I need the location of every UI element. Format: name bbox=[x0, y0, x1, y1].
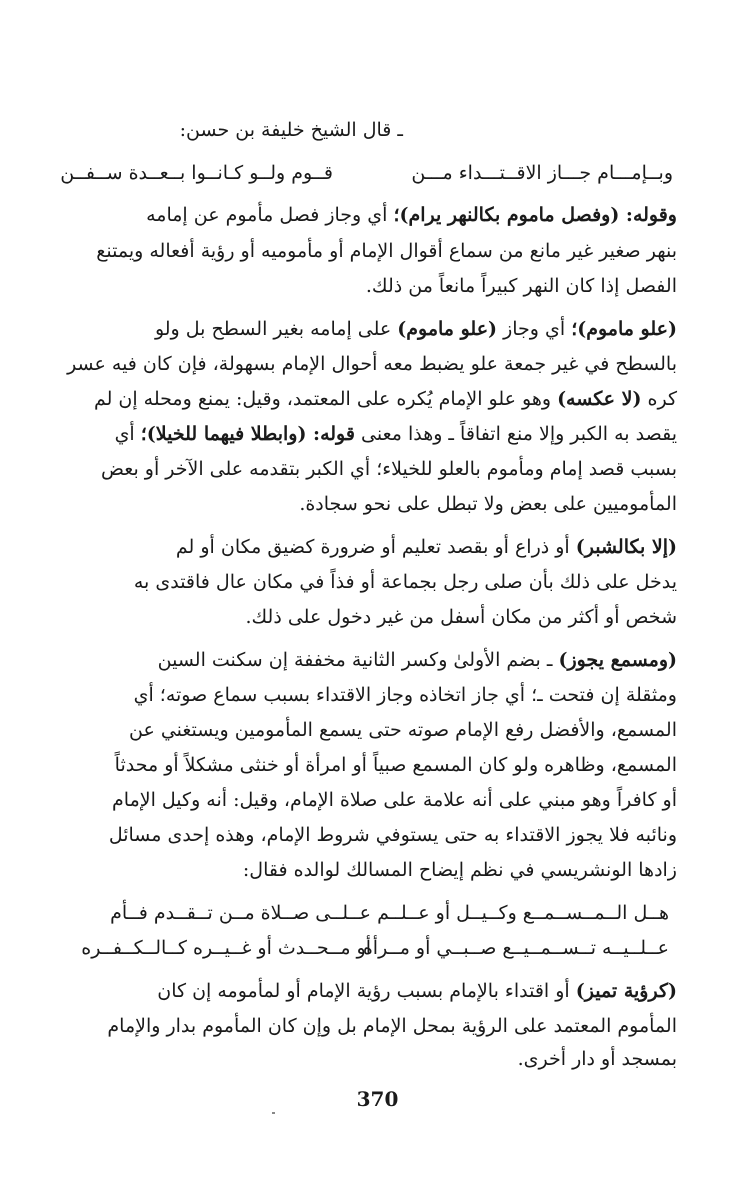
p2-text: أي bbox=[114, 423, 141, 445]
p2-line-5: بسبب قصد إمام ومأموم بالعلو للخيلاء؛ أي الكبر بتقدمه على الآخر أو بعض bbox=[101, 458, 677, 480]
verse1-left-hemistich: قــوم ولــو كـانــوا بــعــدة ســفــن bbox=[60, 162, 333, 184]
p2-line-2: بالسطح في غير جمعة علو يضبط معه أحوال الإمام بسهولة، فإن كان فيه عسر bbox=[67, 353, 677, 375]
p3-line-2: يدخل على ذلك بأن صلى رجل بجماعة أو فذاً في مكان عال فاقتدى به bbox=[133, 571, 677, 593]
p2-text: أي وجاز bbox=[497, 318, 572, 340]
p4-line-1 bbox=[158, 645, 677, 675]
p2-bold-term-2: (علو ماموم) bbox=[397, 318, 498, 340]
p2-text: كره bbox=[641, 388, 677, 410]
p3-line-3: شخص أو أكثر من مكان أسفل من غير دخول على ذلك. bbox=[245, 606, 677, 628]
p1-line-3: الفصل إذا كان النهر كبيراً مانعاً من ذلك. bbox=[365, 275, 677, 297]
p1-line-2: بنهر صغير غير مانع من سماع أقوال الإمام أو مأموميه أو رؤية أفعاله ويمتنع bbox=[96, 240, 677, 262]
verse2-right-hemistich-1: هــل الــمــســمــع وكــيــل أو عــلــم bbox=[377, 902, 669, 924]
p2-line-6: المأموميين على بعض ولا تبطل على نحو سجادة. bbox=[299, 493, 677, 515]
p4-line-3: المسمع، والأفضل رفع الإمام صوته حتى يسمع المأمومين ويستغني عن bbox=[128, 719, 677, 741]
p2-line-1 bbox=[155, 314, 677, 344]
verse2-right-hemistich-2: عــلــيــه تــســمــيــع صــبــي أو مــرأه bbox=[362, 937, 669, 959]
p2-bold-term-3: (لا عكسه) bbox=[557, 388, 642, 410]
p2-line-3 bbox=[94, 384, 677, 414]
p3-bold-term: (إلا بكالشبر) bbox=[575, 536, 677, 558]
p2-text: على إمامه بغير السطح بل ولو bbox=[154, 318, 398, 340]
p2-bold-term-4: قوله: (وابطلا فيهما للخيلا)؛ bbox=[140, 423, 355, 445]
p1-bold-term: وقوله: (وفصل ماموم بكالنهر يرام)؛ bbox=[393, 204, 677, 226]
scan-speck bbox=[272, 1112, 275, 1114]
p5-line-3: بمسجد أو دار أخرى. bbox=[517, 1048, 677, 1070]
p4-line-7: زادها الونشريسي في نظم إيضاح المسالك لوالده فقال: bbox=[242, 859, 677, 881]
verse1-right-hemistich: وبــإمـــام جـــاز الاقــتـــداء مـــن bbox=[411, 162, 673, 184]
p3-text: أو ذراع أو بقصد تعليم أو ضرورة كضيق مكان أو لم bbox=[175, 536, 576, 558]
p2-bold-term-1: (علو ماموم)؛ bbox=[571, 318, 677, 340]
p2-line-4 bbox=[115, 419, 677, 449]
verse2-left-hemistich-2: أو مــحــدث أو غــيــره كــالــكــفــره bbox=[81, 937, 371, 959]
p5-text: أو اقتداء بالإمام بسبب رؤية الإمام أو لمأمومه إن كان bbox=[157, 980, 576, 1002]
p5-line-2: المأموم المعتمد على الرؤية بمحل الإمام بل وإن كان المأموم بدار والإمام bbox=[107, 1015, 677, 1037]
p4-line-5: أو كافراً وهو مبني على أنه علامة على صلاة الإمام، وقيل: أنه وكيل الإمام bbox=[112, 789, 677, 811]
p4-line-2: ومثقلة إن فتحت ـ؛ أي جاز اتخاذه وجاز الاقتداء بسبب سماع صوته؛ أي bbox=[133, 684, 677, 706]
p2-text: يقصد به الكبر وإلا منع اتفاقاً ـ وهذا معنى bbox=[354, 423, 677, 445]
p4-bold-term: (ومسمع يجوز) bbox=[558, 649, 677, 671]
p4-text: ـ بضم الأولىٰ وكسر الثانية مخففة إن سكنت السين bbox=[157, 649, 559, 671]
page-number: 370 bbox=[356, 1087, 399, 1111]
p1-line-1 bbox=[146, 200, 677, 230]
p5-line-1 bbox=[157, 976, 677, 1006]
intro-line: ـ قال الشيخ خليفة بن حسن: bbox=[179, 119, 403, 141]
p1-text: أي وجاز فصل مأموم عن إمامه bbox=[146, 204, 394, 226]
p4-line-6: ونائبه فلا يجوز الاقتداء به حتى يستوفي شروط الإمام، وهذه إحدى مسائل bbox=[108, 824, 677, 846]
p4-line-4: المسمع، وظاهره ولو كان المسمع صبياً أو امرأة أو خنثى مشكلاً أو محدثاً bbox=[114, 754, 677, 776]
p5-bold-term: (كرؤية تميز) bbox=[575, 980, 677, 1002]
p3-line-1 bbox=[176, 532, 677, 562]
verse2-left-hemistich-1: عــلــى صــلاة مــن تــقــدم فــأم bbox=[110, 902, 371, 924]
p2-text: وهو علو الإمام يُكره على المعتمد، وقيل: يمنع ومحله إن لم bbox=[93, 388, 558, 410]
